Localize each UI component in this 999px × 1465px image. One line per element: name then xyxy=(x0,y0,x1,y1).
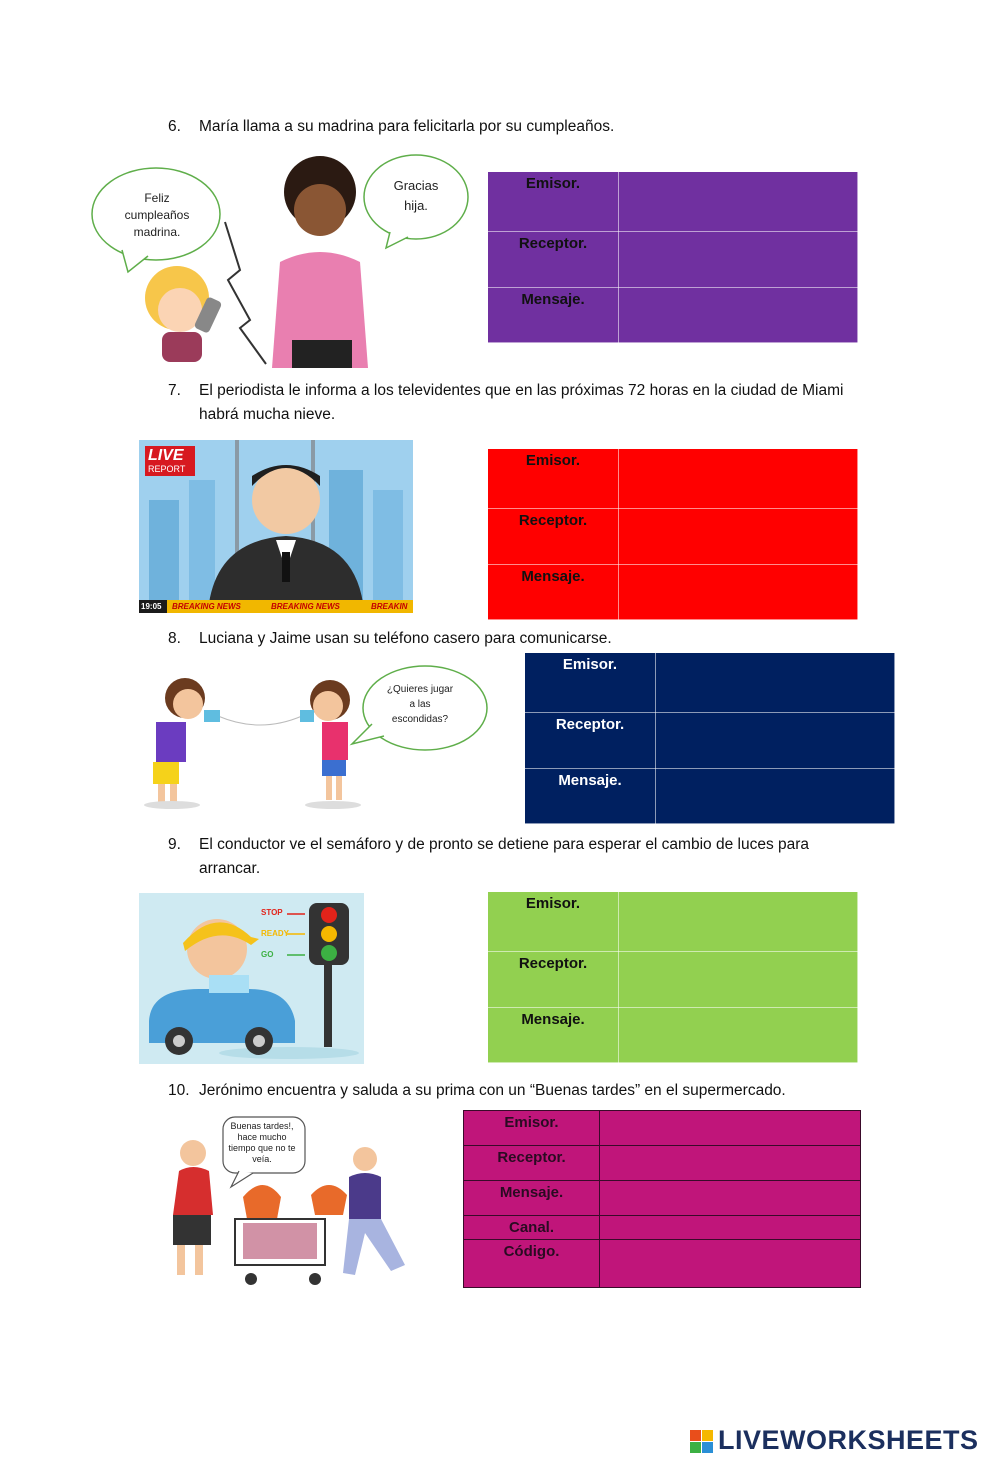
label-receptor: Receptor. xyxy=(525,713,656,769)
question-text: El periodista le informa a los televidentes que en las próximas 72 horas en la ciudad de Miami habrá mucha nieve. xyxy=(199,382,844,423)
label-emisor: Emisor. xyxy=(464,1111,600,1146)
receptor-input[interactable] xyxy=(619,952,858,1008)
question-text: El conductor ve el semáforo y de pronto se detiene para esperar el cambio de luces para arrancar. xyxy=(199,836,810,877)
label-mensaje: Mensaje. xyxy=(488,288,619,343)
mensaje-input[interactable] xyxy=(656,769,895,824)
ticker-text-1: BREAKING NEWS xyxy=(172,602,241,611)
question-text: Jerónimo encuentra y saluda a su prima con un “Buenas tardes” en el supermercado. xyxy=(199,1082,786,1099)
canal-input[interactable] xyxy=(600,1216,861,1240)
answer-table-9 xyxy=(487,891,858,1063)
label-emisor: Emisor. xyxy=(488,172,619,232)
emisor-input[interactable] xyxy=(600,1111,861,1146)
emisor-input[interactable] xyxy=(619,449,858,509)
label-receptor: Receptor. xyxy=(464,1146,600,1181)
question-text: Luciana y Jaime usan su teléfono casero para comunicarse. xyxy=(199,630,612,647)
mensaje-input[interactable] xyxy=(619,565,858,620)
label-receptor: Receptor. xyxy=(488,509,619,565)
question-number: 6. xyxy=(168,118,181,135)
question-number: 9. xyxy=(168,836,181,853)
question-number: 8. xyxy=(168,630,181,647)
label-mensaje: Mensaje. xyxy=(488,1008,619,1063)
question-8 xyxy=(168,627,858,651)
stop-label: STOP xyxy=(261,908,283,917)
question-number: 10. xyxy=(168,1082,190,1099)
receptor-input[interactable] xyxy=(619,232,858,288)
ticker-text-2: BREAKING NEWS xyxy=(271,602,340,611)
speech-bubble: Buenas tardes!, hace mucho tiempo que no te veía. xyxy=(228,1121,296,1164)
receptor-input[interactable] xyxy=(656,713,895,769)
label-emisor: Emisor. xyxy=(525,653,656,713)
label-canal: Canal. xyxy=(464,1216,600,1240)
mensaje-input[interactable] xyxy=(619,288,858,343)
news-time: 19:05 xyxy=(141,602,162,611)
answer-table-6 xyxy=(487,171,858,343)
mensaje-input[interactable] xyxy=(600,1181,861,1216)
ready-label: READY xyxy=(261,929,290,938)
label-mensaje: Mensaje. xyxy=(488,565,619,620)
label-receptor: Receptor. xyxy=(488,232,619,288)
go-label: GO xyxy=(261,950,274,959)
emisor-input[interactable] xyxy=(619,892,858,952)
liveworksheets-logo-icon xyxy=(690,1430,714,1454)
speech-bubble-right: Gracias hija. xyxy=(393,178,439,213)
label-mensaje: Mensaje. xyxy=(464,1181,600,1216)
emisor-input[interactable] xyxy=(619,172,858,232)
live-label: LIVE xyxy=(148,447,184,464)
answer-table-7 xyxy=(487,448,858,620)
answer-table-10 xyxy=(463,1110,861,1288)
label-emisor: Emisor. xyxy=(488,449,619,509)
label-emisor: Emisor. xyxy=(488,892,619,952)
question-6 xyxy=(168,115,858,139)
label-mensaje: Mensaje. xyxy=(525,769,656,824)
label-receptor: Receptor. xyxy=(488,952,619,1008)
speech-bubble-left: Feliz cumpleaños madrina. xyxy=(124,191,190,239)
question-10 xyxy=(168,1079,858,1103)
codigo-input[interactable] xyxy=(600,1240,861,1288)
receptor-input[interactable] xyxy=(619,509,858,565)
answer-table-8 xyxy=(524,652,895,824)
receptor-input[interactable] xyxy=(600,1146,861,1181)
liveworksheets-logo: LIVEWORKSHEETS xyxy=(718,1425,979,1455)
question-text: María llama a su madrina para felicitarla por su cumpleaños. xyxy=(199,118,615,135)
report-label: REPORT xyxy=(148,464,186,474)
label-codigo: Código. xyxy=(464,1240,600,1288)
question-number: 7. xyxy=(168,382,181,399)
emisor-input[interactable] xyxy=(656,653,895,713)
ticker-text-3: BREAKIN xyxy=(371,602,408,611)
question-9 xyxy=(168,833,858,881)
question-7 xyxy=(168,379,858,427)
traffic-light-illustration xyxy=(139,893,364,1064)
speech-bubble: ¿Quieres jugar a las escondidas? xyxy=(386,684,454,725)
mensaje-input[interactable] xyxy=(619,1008,858,1063)
